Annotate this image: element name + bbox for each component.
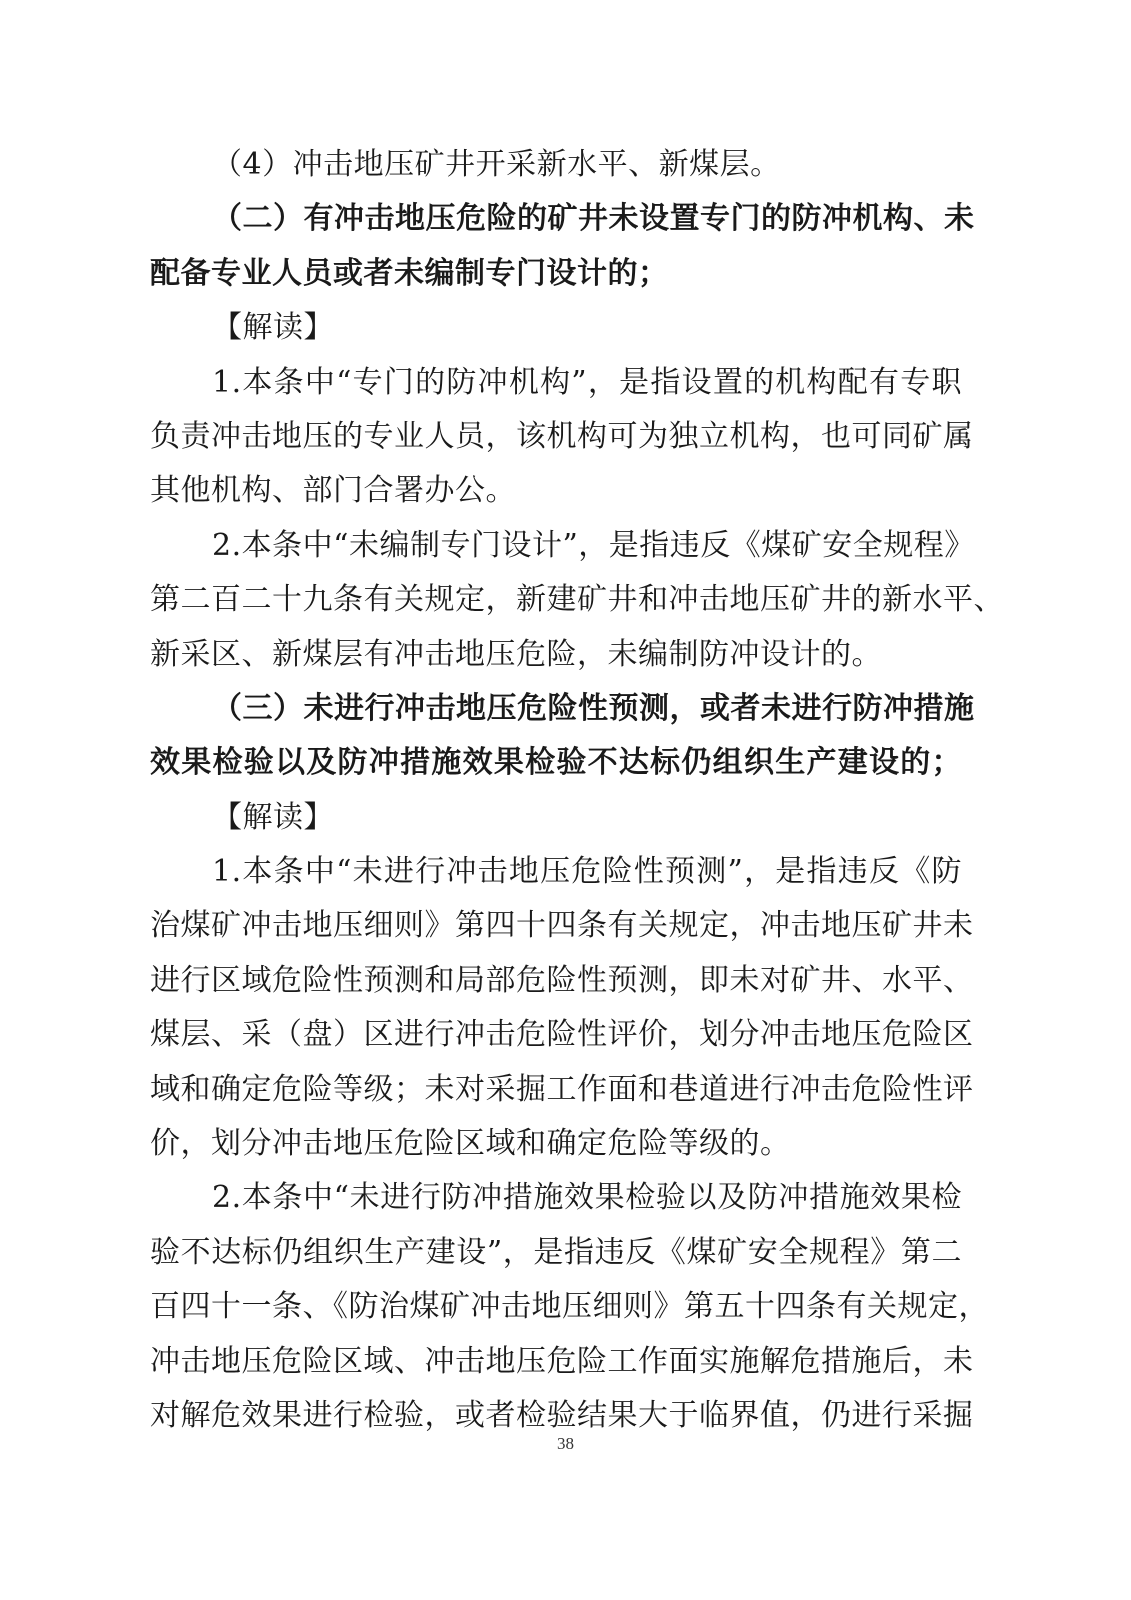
page-number: 38 [557, 1434, 574, 1453]
bold-clause-heading: 配备专业人员或者未编制专门设计的； [150, 255, 669, 291]
document-body [150, 138, 1004, 1443]
text-line: 2.本条中“未进行防冲措施效果检验以及防冲措施效果检 [212, 1180, 962, 1216]
text-line: 域和确定危险等级；未对采掘工作面和巷道进行冲击危险性评 [150, 1071, 974, 1107]
interpretation-label: 【解读】 [212, 799, 334, 835]
text-line: （4）冲击地压矿井开采新水平、新煤层。 [212, 147, 781, 182]
bold-clause-heading: （二）有冲击地压危险的矿井未设置专门的防冲机构、未 [212, 201, 975, 237]
text-line: 百四十一条、《防治煤矿冲击地压细则》第五十四条有关规定， [150, 1289, 989, 1325]
text-line: 1.本条中“未进行冲击地压危险性预测”，是指违反《防 [212, 854, 962, 890]
text-line: 煤层、采（盘）区进行冲击危险性评价，划分冲击地压危险区 [150, 1017, 974, 1053]
text-line: 进行区域危险性预测和局部危险性预测，即未对矿井、水平、 [150, 962, 974, 998]
text-line: 治煤矿冲击地压细则》第四十四条有关规定，冲击地压矿井未 [150, 908, 974, 944]
text-line: 冲击地压危险区域、冲击地压危险工作面实施解危措施后，未 [150, 1343, 974, 1379]
text-line: 2.本条中“未编制专门设计”，是指违反《煤矿安全规程》 [212, 527, 975, 563]
text-line: 1.本条中“专门的防冲机构”，是指设置的机构配有专职 [212, 364, 962, 400]
text-line: 负责冲击地压的专业人员，该机构可为独立机构，也可同矿属 [150, 418, 974, 454]
bold-clause-heading: （三）未进行冲击地压危险性预测，或者未进行防冲措施 [212, 690, 975, 726]
text-line: 价，划分冲击地压危险区域和确定危险等级的。 [150, 1126, 791, 1162]
text-line: 验不达标仍组织生产建设”，是指违反《煤矿安全规程》第二 [150, 1234, 962, 1270]
text-line: 其他机构、部门合署办公。 [150, 473, 516, 509]
text-line: 新采区、新煤层有冲击地压危险，未编制防冲设计的。 [150, 636, 882, 672]
text-line: 对解危效果进行检验，或者检验结果大于临界值，仍进行采掘 [150, 1397, 974, 1433]
text-line: 第二百二十九条有关规定，新建矿井和冲击地压矿井的新水平、 [150, 582, 1004, 618]
bold-clause-heading: 效果检验以及防冲措施效果检验不达标仍组织生产建设的； [150, 745, 962, 781]
interpretation-label: 【解读】 [212, 310, 334, 346]
